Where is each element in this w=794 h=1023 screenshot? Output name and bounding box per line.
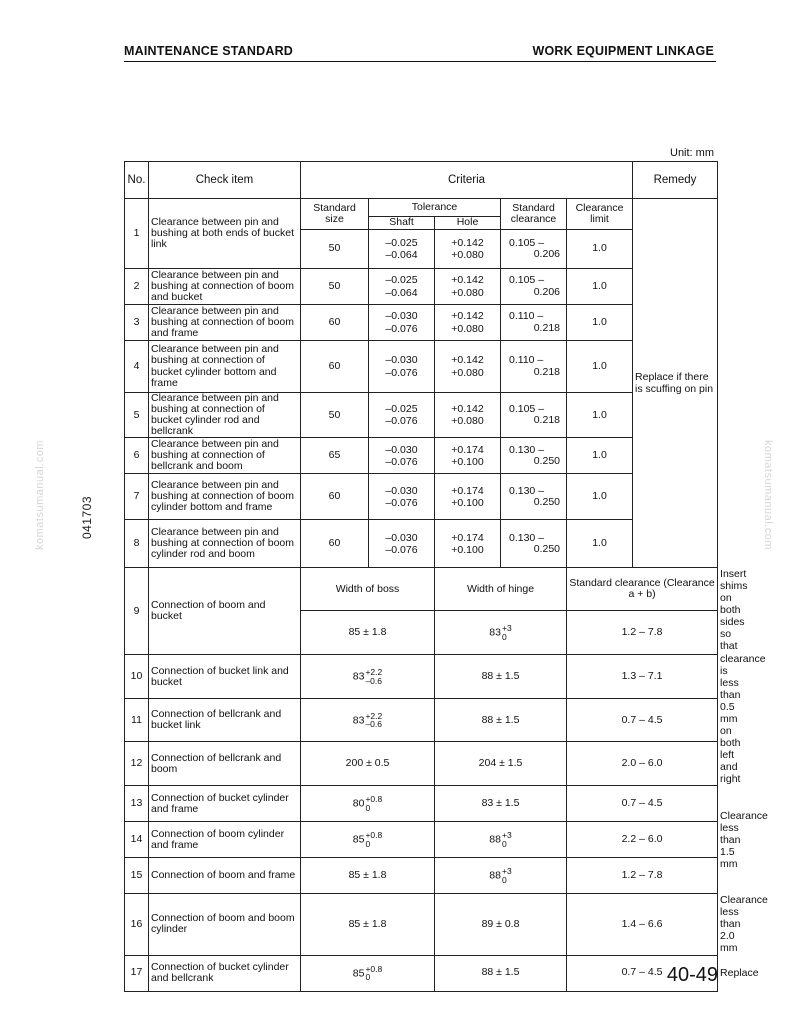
hole-tolerance-upper: +0.142: [451, 310, 484, 323]
width-of-boss-tolerance: [365, 831, 382, 848]
sub-width-boss: Width of boss: [301, 568, 435, 611]
check-item: Connection of boom cylinder and frame: [149, 822, 301, 858]
standard-clearance-lower: 0.250: [533, 454, 560, 467]
shaft-tolerance-upper: –0.030: [385, 531, 418, 544]
hole-tolerance-lower: +0.100: [451, 496, 484, 509]
standard-clearance-ab: 0.7 – 4.5: [567, 955, 718, 991]
hole-tolerance: [435, 305, 501, 341]
header-right-title: WORK EQUIPMENT LINKAGE: [532, 44, 714, 58]
hole-tolerance: [435, 393, 501, 438]
width-of-boss-upper-dev: +0.8: [365, 963, 383, 974]
table-row: [125, 655, 718, 699]
width-of-hinge-base: 88: [489, 833, 501, 846]
shaft-tolerance-lower: –0.064: [385, 249, 418, 261]
width-of-hinge: 88 ± 1.5: [435, 655, 567, 699]
standard-clearance-lower: 0.218: [533, 414, 560, 427]
row-no: 9: [125, 568, 149, 655]
row-no: 13: [125, 786, 149, 822]
check-item: Clearance between pin and bushing at connection of boom and frame: [149, 305, 301, 341]
col-no: No.: [125, 162, 149, 199]
clearance-limit: 1.0: [567, 438, 633, 474]
width-of-hinge-lower-dev: 0: [501, 838, 507, 849]
width-of-hinge-upper-dev: +3: [501, 830, 512, 841]
width-of-hinge-base: 88: [489, 869, 501, 882]
hole-tolerance-lower: +0.100: [451, 455, 484, 468]
shaft-tolerance-upper: –0.030: [385, 443, 418, 456]
width-of-hinge-lower-dev: 0: [501, 631, 507, 642]
standard-clearance: [501, 474, 567, 520]
width-of-boss-lower-dev: –0.6: [365, 675, 382, 686]
clearance-limit: 1.0: [567, 474, 633, 520]
standard-clearance: [501, 341, 567, 393]
width-of-boss-upper-dev: +2.2: [365, 710, 383, 721]
width-of-boss: 85 ± 1.8: [301, 894, 435, 955]
width-of-hinge-upper-dev: +3: [501, 866, 512, 877]
hole-tolerance-lower: +0.100: [451, 543, 484, 556]
page-number: 40-49: [666, 964, 718, 986]
width-of-hinge: 204 ± 1.5: [435, 742, 567, 786]
check-item: Connection of bucket cylinder and bellcrank: [149, 955, 301, 991]
shaft-tolerance-lower: –0.076: [385, 322, 418, 335]
standard-clearance: [501, 393, 567, 438]
watermark-left: komatsumanual.com: [34, 440, 46, 550]
hole-tolerance: [435, 438, 501, 474]
clearance-limit: 1.0: [567, 341, 633, 393]
shaft-tolerance-upper: –0.025: [385, 402, 418, 415]
width-of-hinge-tolerance: [502, 867, 512, 884]
sub-tolerance: Tolerance: [369, 199, 501, 217]
table-row: [125, 474, 718, 520]
hole-tolerance: [435, 230, 501, 269]
shaft-tolerance: [369, 305, 435, 341]
width-of-hinge: [435, 858, 567, 894]
header-rule: [124, 61, 716, 62]
standard-clearance-ab: 2.0 – 6.0: [567, 742, 718, 786]
standard-clearance-upper: 0.130 –: [509, 443, 545, 456]
standard-clearance-ab: 0.7 – 4.5: [567, 699, 718, 742]
standard-clearance-upper: 0.105 –: [509, 274, 545, 287]
table-row: [125, 520, 718, 568]
check-item: Clearance between pin and bushing at connection of bucket cylinder bottom and frame: [149, 341, 301, 393]
standard-clearance-lower: 0.218: [533, 365, 560, 378]
hole-tolerance-upper: +0.174: [451, 484, 484, 497]
standard-size: 60: [301, 474, 369, 520]
width-of-boss: [301, 955, 435, 991]
table-row: [125, 438, 718, 474]
shaft-tolerance: [369, 438, 435, 474]
row-no: 11: [125, 699, 149, 742]
width-of-boss-tolerance: [365, 668, 382, 685]
row-no: 6: [125, 438, 149, 474]
hole-tolerance-upper: +0.142: [451, 354, 484, 367]
width-of-boss-tolerance: [365, 712, 382, 729]
sub-shaft: Shaft: [369, 217, 435, 230]
check-item: Clearance between pin and bushing at connection of boom cylinder rod and boom: [149, 520, 301, 568]
shaft-tolerance-upper: –0.030: [385, 310, 418, 323]
standard-clearance-upper: 0.110 –: [509, 310, 544, 323]
row-no: 1: [125, 199, 149, 269]
check-item: Connection of boom and frame: [149, 858, 301, 894]
width-of-hinge-tolerance: [502, 831, 512, 848]
hole-tolerance: [435, 341, 501, 393]
row-no: 7: [125, 474, 149, 520]
shaft-tolerance-lower: –0.064: [385, 286, 418, 299]
hole-tolerance-upper: +0.142: [451, 402, 484, 415]
shaft-tolerance-lower: –0.076: [385, 455, 418, 468]
row-no: 10: [125, 655, 149, 699]
hole-tolerance: [435, 520, 501, 568]
shaft-tolerance-lower: –0.076: [385, 415, 418, 428]
shaft-tolerance: [369, 520, 435, 568]
standard-clearance-upper: 0.110 –: [509, 354, 544, 367]
standard-clearance-ab: 0.7 – 4.5: [567, 786, 718, 822]
standard-clearance-ab: 1.3 – 7.1: [567, 655, 718, 699]
width-of-boss: [301, 786, 435, 822]
row-no: 17: [125, 955, 149, 991]
width-of-boss-base: 80: [352, 797, 365, 810]
sub-standard-clearance: Standard clearance: [501, 199, 567, 230]
hole-tolerance-upper: +0.142: [451, 274, 484, 287]
standard-size: 60: [301, 520, 369, 568]
hole-tolerance: [435, 269, 501, 305]
table-row: [125, 341, 718, 393]
width-of-hinge-base: 83: [489, 626, 501, 639]
shaft-tolerance-upper: –0.030: [385, 354, 418, 367]
hole-tolerance-upper: +0.174: [451, 443, 484, 456]
width-of-boss-tolerance: [365, 795, 382, 812]
standard-size: 50: [301, 269, 369, 305]
width-of-boss-lower-dev: 0: [365, 838, 371, 849]
width-of-boss-tolerance: [365, 965, 382, 982]
col-check-item: Check item: [149, 162, 301, 199]
width-of-hinge: 88 ± 1.5: [435, 699, 567, 742]
standard-clearance-ab: 2.2 – 6.0: [567, 822, 718, 858]
check-item: Clearance between pin and bushing at connection of bucket cylinder rod and bellcrank: [149, 393, 301, 438]
hole-tolerance-lower: +0.080: [451, 366, 484, 379]
check-item: Clearance between pin and bushing at both ends of bucket link: [149, 199, 301, 269]
shaft-tolerance-lower: –0.076: [385, 543, 418, 556]
table-row: [125, 305, 718, 341]
row-no: 5: [125, 393, 149, 438]
row-no: 14: [125, 822, 149, 858]
check-item: Connection of bucket cylinder and frame: [149, 786, 301, 822]
table-row: [125, 393, 718, 438]
standard-clearance-ab: 1.2 – 7.8: [567, 610, 718, 654]
row-no: 16: [125, 894, 149, 955]
standard-clearance-upper: 0.105 –: [509, 403, 545, 416]
hole-tolerance-upper: +0.174: [451, 531, 484, 544]
standard-size: 50: [301, 230, 369, 269]
check-item: Clearance between pin and bushing at connection of bellcrank and boom: [149, 438, 301, 474]
sub-std-clearance-ab: Standard clearance (Clearance a + b): [567, 568, 718, 611]
standard-clearance-lower: 0.250: [533, 542, 560, 555]
shaft-tolerance: [369, 269, 435, 305]
table-row: [125, 742, 718, 786]
check-item: Connection of bellcrank and bucket link: [149, 699, 301, 742]
width-of-boss-lower-dev: 0: [365, 972, 371, 982]
header-row: [125, 162, 718, 199]
standard-clearance-upper: 0.130 –: [509, 484, 545, 497]
clearance-limit: 1.0: [567, 393, 633, 438]
unit-label: Unit: mm: [670, 147, 714, 159]
hole-tolerance: [435, 474, 501, 520]
width-of-boss-upper-dev: +0.8: [365, 794, 383, 805]
standard-clearance: [501, 520, 567, 568]
width-of-boss: [301, 655, 435, 699]
standard-clearance-lower: 0.206: [533, 248, 560, 260]
standard-clearance-lower: 0.206: [533, 285, 560, 298]
standard-clearance-ab: 1.4 – 6.6: [567, 894, 718, 955]
standard-clearance: [501, 230, 567, 269]
shaft-tolerance: [369, 474, 435, 520]
sub-width-hinge: Width of hinge: [435, 568, 567, 611]
standard-clearance: [501, 305, 567, 341]
row-no: 2: [125, 269, 149, 305]
clearance-limit: 1.0: [567, 520, 633, 568]
standard-clearance: [501, 438, 567, 474]
table-row: [125, 269, 718, 305]
width-of-hinge: 88 ± 1.5: [435, 955, 567, 991]
width-of-hinge: 83 ± 1.5: [435, 786, 567, 822]
shaft-tolerance-upper: –0.030: [385, 484, 418, 497]
width-of-boss-lower-dev: 0: [365, 802, 371, 813]
standard-size: 50: [301, 393, 369, 438]
shaft-tolerance-lower: –0.076: [385, 496, 418, 509]
standard-clearance-lower: 0.250: [533, 495, 560, 508]
width-of-hinge: 89 ± 0.8: [435, 894, 567, 955]
remedy-pins: Replace if there is scuffing on pin: [633, 199, 718, 568]
header-left-title: MAINTENANCE STANDARD: [124, 44, 294, 58]
table-row: [125, 822, 718, 858]
clearance-limit: 1.0: [567, 269, 633, 305]
width-of-hinge-lower-dev: 0: [501, 874, 507, 885]
clearance-limit: 1.0: [567, 305, 633, 341]
row-no: 8: [125, 520, 149, 568]
conn-subheader-row: 9 Connection of boom and bucket Width of boss Width of hinge Standard clearance (Clearance a + b) Insert shims on both sides so that clearance is less than 0.5 mm on both left and right: [125, 568, 718, 611]
width-of-boss: [301, 699, 435, 742]
table-row: 16 Connection of boom and boom cylinder 85 ± 1.8 89 ± 0.8 1.4 – 6.6 Clearance less than 2.0 mm: [125, 894, 718, 955]
width-of-boss: 85 ± 1.8: [301, 858, 435, 894]
standard-clearance-ab: 1.2 – 7.8: [567, 858, 718, 894]
width-of-boss-base: 85: [352, 833, 365, 846]
check-item: Clearance between pin and bushing at connection of boom cylinder bottom and frame: [149, 474, 301, 520]
check-item: Connection of boom and boom cylinder: [149, 894, 301, 955]
shaft-tolerance-upper: –0.025: [385, 274, 418, 287]
hole-tolerance-lower: +0.080: [451, 322, 484, 335]
standard-size: 65: [301, 438, 369, 474]
width-of-boss-upper-dev: +0.8: [365, 830, 383, 841]
table-row: [125, 699, 718, 742]
col-criteria: Criteria: [301, 162, 633, 199]
standard-clearance: [501, 269, 567, 305]
check-item: Connection of bucket link and bucket: [149, 655, 301, 699]
shaft-tolerance: [369, 393, 435, 438]
shaft-tolerance-upper: –0.025: [385, 236, 418, 249]
col-remedy: Remedy: [633, 162, 718, 199]
check-item: Connection of boom and bucket: [149, 568, 301, 655]
width-of-hinge-upper-dev: +3: [501, 623, 512, 634]
width-of-boss-base: 83: [352, 713, 365, 726]
sub-standard-size: Standard size: [301, 199, 369, 230]
row-no: 3: [125, 305, 149, 341]
check-item: Connection of bellcrank and boom: [149, 742, 301, 786]
row-no: 4: [125, 341, 149, 393]
width-of-boss-base: 83: [352, 670, 365, 683]
sub-clearance-limit: Clearance limit: [567, 199, 633, 230]
hole-tolerance-lower: +0.080: [451, 415, 484, 428]
table-row: [125, 858, 718, 894]
width-of-boss: 200 ± 0.5: [301, 742, 435, 786]
width-of-boss: 85 ± 1.8: [301, 610, 435, 654]
row-no: 12: [125, 742, 149, 786]
shaft-tolerance: [369, 341, 435, 393]
row-no: 15: [125, 858, 149, 894]
standard-clearance-upper: 0.105 –: [509, 236, 545, 249]
width-of-boss: [301, 822, 435, 858]
hole-tolerance-lower: +0.080: [451, 249, 484, 261]
width-of-boss-base: 85: [352, 966, 365, 979]
standard-clearance-upper: 0.130 –: [509, 531, 545, 544]
table-row: 17 Connection of bucket cylinder and bellcrank 85 +0.8 0 88 ± 1.5 0.7 – 4.5 Replace: [125, 955, 718, 991]
shaft-tolerance-lower: –0.076: [385, 366, 418, 379]
table-row: 13 Connection of bucket cylinder and frame 80 +0.8 0 83 ± 1.5 0.7 – 4.5 Clearance less than 1.5 mm: [125, 786, 718, 822]
hole-tolerance-lower: +0.080: [451, 286, 484, 299]
sub-hole: Hole: [435, 217, 501, 230]
standard-clearance-lower: 0.218: [533, 321, 560, 334]
watermark-right: komatsumanual.com: [762, 440, 774, 550]
clearance-limit: 1.0: [567, 230, 633, 269]
hole-tolerance-upper: +0.142: [451, 236, 484, 249]
standard-size: 60: [301, 341, 369, 393]
width-of-hinge-tolerance: [502, 624, 512, 641]
width-of-boss-upper-dev: +2.2: [365, 667, 383, 678]
check-item: Clearance between pin and bushing at connection of boom and bucket: [149, 269, 301, 305]
width-of-hinge: [435, 610, 567, 654]
width-of-boss-lower-dev: –0.6: [365, 719, 382, 730]
width-of-hinge: [435, 822, 567, 858]
shaft-tolerance: [369, 230, 435, 269]
document-number: 041703: [80, 496, 94, 540]
standard-size: 60: [301, 305, 369, 341]
pin-subheader-row-1: [125, 199, 718, 217]
